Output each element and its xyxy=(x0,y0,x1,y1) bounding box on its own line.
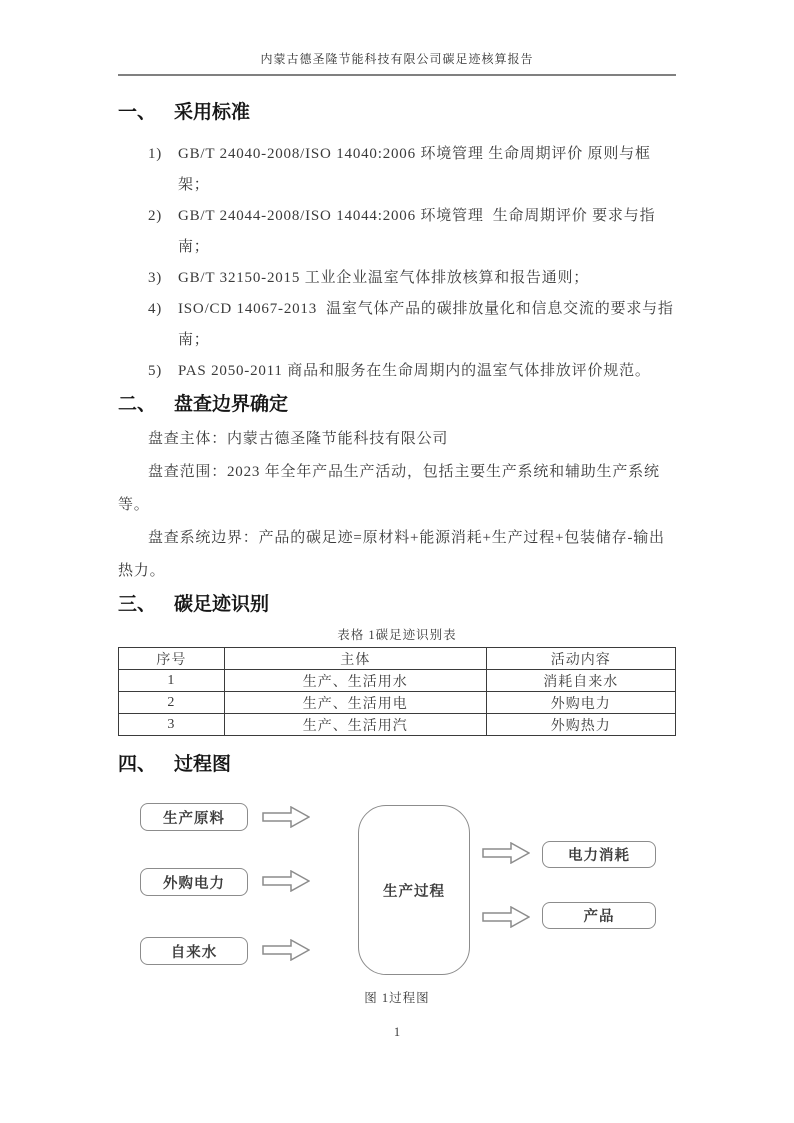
flow-arrow-icon xyxy=(482,906,530,928)
list-item-text: PAS 2050-2011 商品和服务在生命周期内的温室气体排放评价规范。 xyxy=(178,363,651,379)
column-header: 主体 xyxy=(224,648,486,670)
identification-table xyxy=(118,647,676,736)
cell-activity: 消耗自来水 xyxy=(486,670,675,692)
list-item xyxy=(148,356,676,387)
diagram-output-electricity-consumption: 电力消耗 xyxy=(542,841,656,868)
section-number: 二、 xyxy=(118,394,157,415)
flow-arrow-icon xyxy=(262,939,310,961)
cell-activity: 外购电力 xyxy=(486,692,675,714)
list-item xyxy=(148,139,676,201)
section-heading-boundary xyxy=(118,392,676,418)
cell-subject: 生产、生活用汽 xyxy=(224,714,486,736)
cell-subject: 生产、生活用水 xyxy=(224,670,486,692)
section-heading-standards xyxy=(118,100,676,126)
list-item-text: GB/T 24044-2008/ISO 14044:2006 环境管理 生命周期评价 要求与指南； xyxy=(178,208,656,255)
page-number: 1 xyxy=(393,1025,401,1039)
figure-caption: 图 1过程图 xyxy=(364,991,430,1005)
flow-arrow-icon xyxy=(262,870,310,892)
list-item-text: ISO/CD 14067-2013 温室气体产品的碳排放量化和信息交流的要求与指南； xyxy=(178,301,674,348)
list-item xyxy=(148,201,676,263)
list-item-text: GB/T 24040-2008/ISO 14040:2006 环境管理 生命周期评价 原则与框架； xyxy=(178,146,651,193)
list-item-number: 3) xyxy=(148,270,163,286)
diagram-input-raw-materials: 生产原料 xyxy=(140,803,248,831)
cell-subject: 生产、生活用电 xyxy=(224,692,486,714)
cell-seq: 2 xyxy=(119,692,225,714)
cell-seq: 3 xyxy=(119,714,225,736)
boundary-paragraphs xyxy=(118,423,676,588)
paragraph: 盘查范围：2023 年全年产品生产活动，包括主要生产系统和辅助生产系统等。 xyxy=(118,464,660,513)
list-item-number: 1) xyxy=(148,146,163,162)
cell-activity: 外购热力 xyxy=(486,714,675,736)
section-heading-identification xyxy=(118,592,676,618)
table-row xyxy=(119,714,676,736)
table-row xyxy=(119,670,676,692)
cell-seq: 1 xyxy=(119,670,225,692)
column-header: 序号 xyxy=(119,648,225,670)
process-flow-diagram xyxy=(118,790,676,995)
paragraph: 盘查系统边界：产品的碳足迹=原材料+能源消耗+生产过程+包装储存-输出热力。 xyxy=(118,530,665,579)
flow-arrow-icon xyxy=(482,842,530,864)
document-title: 内蒙古德圣隆节能科技有限公司碳足迹核算报告 xyxy=(260,52,534,66)
section-title: 过程图 xyxy=(174,754,232,775)
diagram-input-tap-water: 自来水 xyxy=(140,937,248,965)
section-number: 三、 xyxy=(118,594,157,615)
section-heading-process xyxy=(118,752,676,778)
section-title: 采用标准 xyxy=(174,102,251,123)
diagram-process-box: 生产过程 xyxy=(358,805,470,975)
list-item xyxy=(148,263,676,294)
diagram-output-product: 产品 xyxy=(542,902,656,929)
running-header xyxy=(118,50,676,76)
section-title: 碳足迹识别 xyxy=(174,594,270,615)
list-item-number: 2) xyxy=(148,208,163,224)
flow-arrow-icon xyxy=(262,806,310,828)
section-number: 一、 xyxy=(118,102,157,123)
list-item xyxy=(148,294,676,356)
list-item-text: GB/T 32150-2015 工业企业温室气体排放核算和报告通则； xyxy=(178,270,590,286)
table-caption: 表格 1碳足迹识别表 xyxy=(337,628,457,642)
table-header-row xyxy=(119,648,676,670)
paragraph: 盘查主体：内蒙古德圣隆节能科技有限公司 xyxy=(148,431,449,447)
list-item-number: 5) xyxy=(148,363,163,379)
diagram-input-purchased-electricity: 外购电力 xyxy=(140,868,248,896)
table-row xyxy=(119,692,676,714)
section-title: 盘查边界确定 xyxy=(174,394,289,415)
section-number: 四、 xyxy=(118,754,157,775)
column-header: 活动内容 xyxy=(486,648,675,670)
list-item-number: 4) xyxy=(148,301,163,317)
standards-list xyxy=(118,139,676,387)
